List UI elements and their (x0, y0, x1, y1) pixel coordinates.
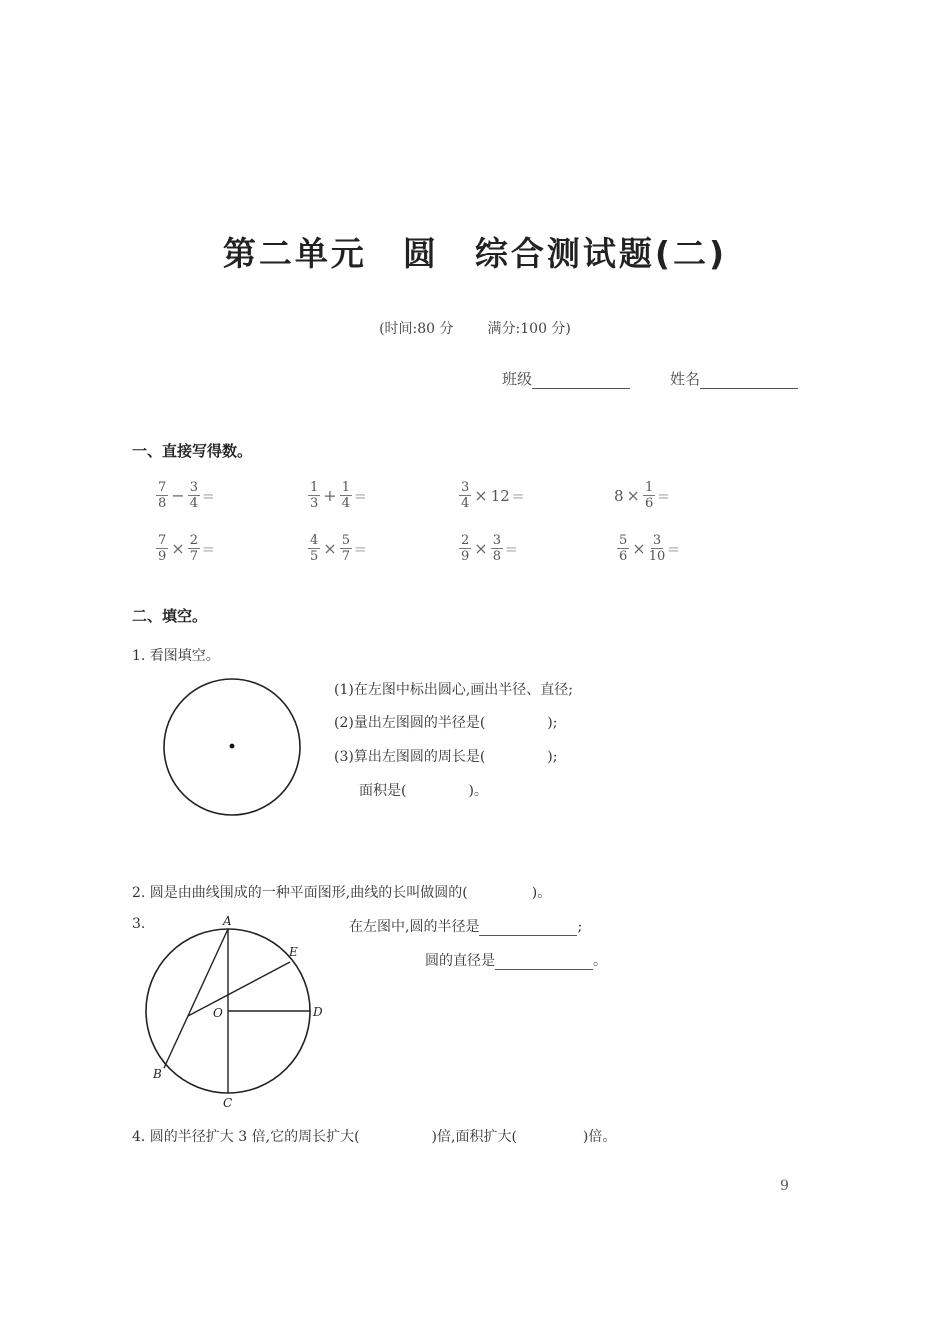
expression: $\frac{5}{6}$ × $\frac{3}{10}$ = (619, 533, 680, 564)
name-blank[interactable] (700, 372, 798, 389)
circle-center-dot (230, 744, 235, 749)
page-title (0, 228, 950, 275)
q3-label: 3. (132, 916, 146, 932)
expression: $\frac{2}{9}$ × $\frac{3}{8}$ = (461, 533, 518, 564)
point-label-c: C (223, 1096, 233, 1110)
point-label-a: A (223, 914, 232, 928)
point-label-e: E (289, 945, 298, 959)
answer-blank[interactable] (479, 921, 577, 936)
time-limit: (时间:80 分 (379, 321, 454, 337)
expression: $\frac{7}{8}$ − $\frac{3}{4}$ = (158, 480, 215, 511)
section-1-heading: 一、直接写得数。 (132, 442, 253, 460)
expression: $\frac{7}{9}$ × $\frac{2}{7}$ = (158, 533, 215, 564)
exam-meta (0, 318, 950, 338)
point-label-d: D (313, 1005, 323, 1019)
title-topic: 圆 (402, 234, 439, 273)
q1-line-3: (3)算出左图圆的周长是( ); (334, 749, 558, 765)
point-label-o: O (213, 1006, 223, 1020)
expression: $\frac{1}{3}$ + $\frac{1}{4}$ = (310, 480, 367, 511)
title-test: 综合测试题(二) (474, 234, 728, 273)
q1-line-2: (2)量出左图圆的半径是( ); (334, 715, 558, 731)
q3-line-1: 在左图中,圆的半径是 ; (349, 919, 583, 935)
section-2-heading: 二、填空。 (132, 607, 208, 625)
title-unit: 第二单元 (222, 234, 367, 273)
expression: $\frac{4}{5}$ × $\frac{5}{7}$ = (310, 533, 367, 564)
answer-blank[interactable] (495, 955, 593, 970)
q4-text: 4. 圆的半径扩大 3 倍,它的周长扩大( )倍,面积扩大( )倍。 (132, 1129, 617, 1145)
name-field[interactable] (670, 368, 798, 389)
q1-line-1: (1)在左图中标出圆心,画出半径、直径; (334, 682, 573, 698)
q1-label: 1. 看图填空。 (132, 648, 220, 664)
class-field[interactable] (502, 368, 630, 389)
expression: 8 × $\frac{1}{6}$ = (614, 480, 670, 511)
expression: $\frac{3}{4}$ × 12 = (461, 480, 525, 511)
page-number: 9 (780, 1178, 789, 1194)
class-blank[interactable] (532, 372, 630, 389)
segment-e (188, 962, 290, 1016)
q3-circle-figure (130, 908, 340, 1118)
q2-text: 2. 圆是由曲线围成的一种平面图形,曲线的长叫做圆的( )。 (132, 885, 552, 901)
name-label: 姓名 (670, 370, 701, 388)
point-label-b: B (153, 1067, 162, 1081)
q3-line-2: 圆的直径是 。 (425, 953, 607, 969)
q1-line-4: 面积是( )。 (359, 783, 488, 799)
q1-circle-figure (160, 676, 306, 822)
class-label: 班级 (502, 370, 533, 388)
full-score: 满分:100 分) (487, 321, 571, 337)
